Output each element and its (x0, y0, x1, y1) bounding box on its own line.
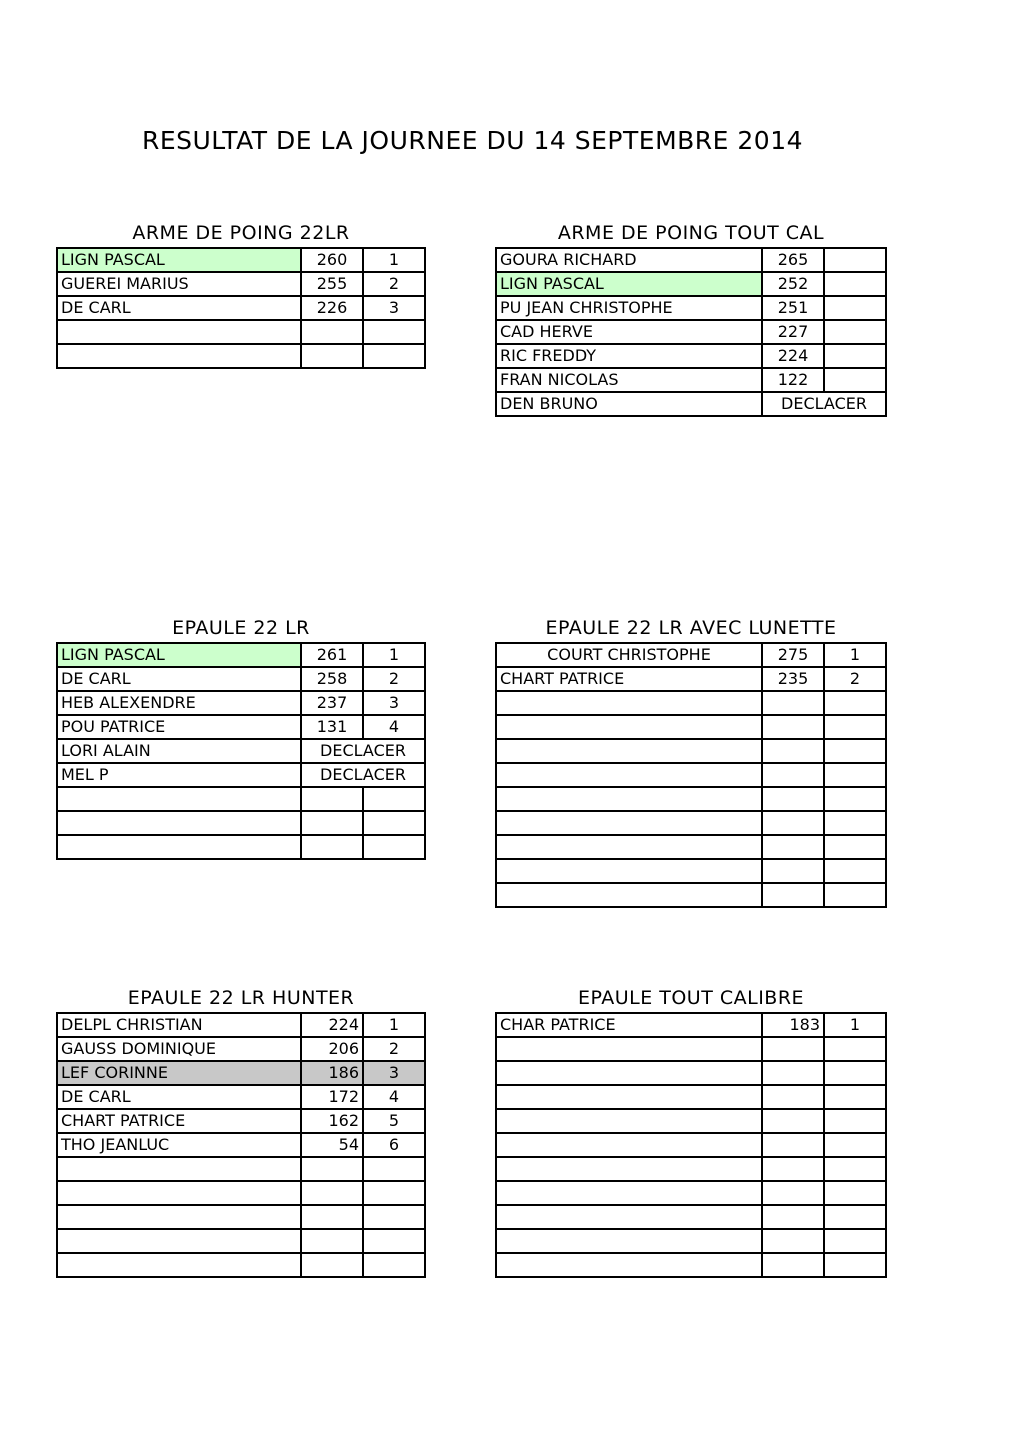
table-row (57, 1013, 425, 1037)
rank-cell (363, 787, 425, 811)
table-row (496, 1133, 886, 1157)
table-row (57, 643, 425, 667)
table-row (496, 835, 886, 859)
competitor-name (496, 1085, 762, 1109)
rank-cell: 1 (363, 643, 425, 667)
table-row (57, 1109, 425, 1133)
rank-cell (824, 1205, 886, 1229)
competitor-name: COURT CHRISTOPHE (496, 643, 762, 667)
rank-cell (824, 1157, 886, 1181)
competitor-name (496, 715, 762, 739)
competitor-name: DE CARL (57, 296, 301, 320)
score-cell: 54 (301, 1133, 363, 1157)
rank-cell: 1 (363, 248, 425, 272)
status-cell: DECLACER (301, 739, 425, 763)
competitor-name: LORI ALAIN (57, 739, 301, 763)
rank-cell (824, 272, 886, 296)
rank-cell (824, 320, 886, 344)
table-row (496, 1253, 886, 1277)
score-cell: 227 (762, 320, 824, 344)
table-row (57, 344, 425, 368)
table-row (496, 739, 886, 763)
score-cell (301, 320, 363, 344)
competitor-name (57, 1253, 301, 1277)
score-cell (762, 1181, 824, 1205)
competitor-name (496, 1253, 762, 1277)
rank-cell: 6 (363, 1133, 425, 1157)
score-cell: 252 (762, 272, 824, 296)
competitor-name: CAD HERVE (496, 320, 762, 344)
table-row (57, 1229, 425, 1253)
status-cell: DECLACER (762, 392, 886, 416)
table-row (496, 1205, 886, 1229)
rank-cell (363, 1181, 425, 1205)
score-cell: 275 (762, 643, 824, 667)
rank-cell: 2 (363, 1037, 425, 1061)
competitor-name: DELPL CHRISTIAN (57, 1013, 301, 1037)
rank-cell (824, 1109, 886, 1133)
table-row (496, 859, 886, 883)
competitor-name: LIGN PASCAL (57, 248, 301, 272)
rank-cell: 3 (363, 296, 425, 320)
table-row (57, 787, 425, 811)
score-cell (762, 835, 824, 859)
score-cell (301, 835, 363, 859)
table-row (496, 368, 886, 392)
competitor-name: FRAN NICOLAS (496, 368, 762, 392)
score-cell (301, 1157, 363, 1181)
rank-cell (824, 344, 886, 368)
competitor-name (57, 1181, 301, 1205)
score-cell: 260 (301, 248, 363, 272)
results-table (495, 642, 887, 908)
score-cell: 261 (301, 643, 363, 667)
table-row (57, 811, 425, 835)
competitor-name: POU PATRICE (57, 715, 301, 739)
competitor-name (496, 1133, 762, 1157)
table-row (496, 1061, 886, 1085)
rank-cell (824, 835, 886, 859)
competitor-name: HEB ALEXENDRE (57, 691, 301, 715)
rank-cell: 2 (363, 667, 425, 691)
table-row (57, 248, 425, 272)
section-title: EPAULE 22 LR HUNTER (127, 987, 355, 1009)
score-cell: 183 (762, 1013, 824, 1037)
rank-cell (824, 691, 886, 715)
rank-cell (824, 1253, 886, 1277)
section-title: EPAULE TOUT CALIBRE (577, 987, 805, 1009)
competitor-name (57, 344, 301, 368)
results-table (56, 642, 426, 860)
table-row (57, 1205, 425, 1229)
rank-cell (824, 368, 886, 392)
competitor-name (57, 811, 301, 835)
score-cell: 122 (762, 368, 824, 392)
score-cell (762, 859, 824, 883)
score-cell (762, 715, 824, 739)
competitor-name (496, 1181, 762, 1205)
competitor-name (496, 1061, 762, 1085)
score-cell (762, 1037, 824, 1061)
table-row (496, 248, 886, 272)
score-cell (762, 1133, 824, 1157)
table-row (496, 1181, 886, 1205)
table-row (496, 1157, 886, 1181)
status-cell: DECLACER (301, 763, 425, 787)
table-row (496, 763, 886, 787)
table-row (57, 1157, 425, 1181)
score-cell (762, 1253, 824, 1277)
score-cell (301, 1229, 363, 1253)
score-cell: 224 (762, 344, 824, 368)
table-row (57, 715, 425, 739)
rank-cell (363, 811, 425, 835)
competitor-name (57, 1205, 301, 1229)
rank-cell: 5 (363, 1109, 425, 1133)
table-row (496, 643, 886, 667)
competitor-name: CHART PATRICE (57, 1109, 301, 1133)
competitor-name (496, 811, 762, 835)
rank-cell: 1 (824, 1013, 886, 1037)
rank-cell (363, 1253, 425, 1277)
section-title: EPAULE 22 LR (172, 617, 310, 639)
competitor-name: DEN BRUNO (496, 392, 762, 416)
competitor-name (57, 320, 301, 344)
score-cell (762, 787, 824, 811)
score-cell: 162 (301, 1109, 363, 1133)
score-cell: 131 (301, 715, 363, 739)
table-row (57, 763, 425, 787)
score-cell (301, 1205, 363, 1229)
competitor-name: CHAR PATRICE (496, 1013, 762, 1037)
competitor-name (57, 787, 301, 811)
score-cell: 251 (762, 296, 824, 320)
results-table (495, 1012, 887, 1278)
rank-cell: 1 (824, 643, 886, 667)
competitor-name (496, 1037, 762, 1061)
rank-cell: 4 (363, 1085, 425, 1109)
rank-cell (363, 1229, 425, 1253)
table-row (57, 272, 425, 296)
table-row (496, 1085, 886, 1109)
rank-cell: 2 (824, 667, 886, 691)
results-table (56, 247, 426, 369)
score-cell (762, 1205, 824, 1229)
table-row (496, 1109, 886, 1133)
competitor-name: DE CARL (57, 667, 301, 691)
table-row (496, 715, 886, 739)
competitor-name: GOURA RICHARD (496, 248, 762, 272)
score-cell (301, 344, 363, 368)
rank-cell (824, 739, 886, 763)
score-cell (762, 883, 824, 907)
table-row (496, 667, 886, 691)
rank-cell (363, 1157, 425, 1181)
rank-cell: 3 (363, 1061, 425, 1085)
score-cell (762, 739, 824, 763)
table-row (57, 1133, 425, 1157)
table-row (496, 1013, 886, 1037)
competitor-name (496, 739, 762, 763)
table-row (57, 835, 425, 859)
table-row (57, 1061, 425, 1085)
rank-cell: 2 (363, 272, 425, 296)
table-row (57, 1181, 425, 1205)
table-row (496, 811, 886, 835)
competitor-name (496, 883, 762, 907)
rank-cell (824, 883, 886, 907)
competitor-name (496, 1157, 762, 1181)
score-cell (301, 1181, 363, 1205)
rank-cell (824, 1061, 886, 1085)
rank-cell (824, 763, 886, 787)
rank-cell (824, 296, 886, 320)
competitor-name (57, 1229, 301, 1253)
table-row (57, 1037, 425, 1061)
results-table (495, 247, 887, 417)
section-title: ARME DE POING 22LR (132, 222, 350, 244)
score-cell: 206 (301, 1037, 363, 1061)
rank-cell: 1 (363, 1013, 425, 1037)
competitor-name (496, 1229, 762, 1253)
score-cell (762, 1157, 824, 1181)
score-cell (762, 1109, 824, 1133)
competitor-name (496, 691, 762, 715)
section-title: EPAULE 22 LR AVEC LUNETTE (545, 617, 837, 639)
competitor-name: LEF CORINNE (57, 1061, 301, 1085)
competitor-name (496, 1109, 762, 1133)
rank-cell (824, 715, 886, 739)
competitor-name: THO JEANLUC (57, 1133, 301, 1157)
table-row (496, 320, 886, 344)
table-row (57, 320, 425, 344)
competitor-name: MEL P (57, 763, 301, 787)
table-row (57, 1253, 425, 1277)
score-cell (301, 811, 363, 835)
competitor-name (496, 763, 762, 787)
table-row (496, 272, 886, 296)
score-cell (762, 1061, 824, 1085)
rank-cell (824, 1229, 886, 1253)
rank-cell (363, 835, 425, 859)
rank-cell (363, 320, 425, 344)
score-cell: 224 (301, 1013, 363, 1037)
competitor-name (496, 787, 762, 811)
rank-cell (824, 859, 886, 883)
table-row (496, 392, 886, 416)
table-row (57, 739, 425, 763)
score-cell (762, 1229, 824, 1253)
competitor-name (496, 1205, 762, 1229)
competitor-name: LIGN PASCAL (496, 272, 762, 296)
table-row (57, 691, 425, 715)
competitor-name (496, 835, 762, 859)
score-cell: 265 (762, 248, 824, 272)
rank-cell (824, 1085, 886, 1109)
rank-cell: 4 (363, 715, 425, 739)
score-cell (762, 811, 824, 835)
rank-cell (363, 1205, 425, 1229)
competitor-name: GAUSS DOMINIQUE (57, 1037, 301, 1061)
score-cell: 255 (301, 272, 363, 296)
competitor-name (496, 859, 762, 883)
score-cell: 186 (301, 1061, 363, 1085)
rank-cell (824, 811, 886, 835)
competitor-name: DE CARL (57, 1085, 301, 1109)
rank-cell (824, 1037, 886, 1061)
rank-cell (824, 248, 886, 272)
competitor-name: GUEREI MARIUS (57, 272, 301, 296)
score-cell (301, 1253, 363, 1277)
competitor-name: LIGN PASCAL (57, 643, 301, 667)
table-row (496, 296, 886, 320)
rank-cell: 3 (363, 691, 425, 715)
score-cell: 226 (301, 296, 363, 320)
score-cell: 258 (301, 667, 363, 691)
table-row (496, 883, 886, 907)
section-title: ARME DE POING TOUT CAL (557, 222, 825, 244)
rank-cell (824, 1133, 886, 1157)
score-cell: 235 (762, 667, 824, 691)
score-cell (762, 691, 824, 715)
competitor-name (57, 835, 301, 859)
score-cell (762, 763, 824, 787)
table-row (57, 296, 425, 320)
table-row (496, 691, 886, 715)
table-row (57, 1085, 425, 1109)
rank-cell (824, 1181, 886, 1205)
score-cell (301, 787, 363, 811)
table-row (496, 787, 886, 811)
results-table (56, 1012, 426, 1278)
page-title: RESULTAT DE LA JOURNEE DU 14 SEPTEMBRE 2014 (141, 126, 804, 155)
rank-cell (824, 787, 886, 811)
table-row (496, 344, 886, 368)
score-cell: 172 (301, 1085, 363, 1109)
table-row (496, 1229, 886, 1253)
competitor-name: RIC FREDDY (496, 344, 762, 368)
competitor-name (57, 1157, 301, 1181)
score-cell: 237 (301, 691, 363, 715)
rank-cell (363, 344, 425, 368)
table-row (57, 667, 425, 691)
competitor-name: PU JEAN CHRISTOPHE (496, 296, 762, 320)
table-row (496, 1037, 886, 1061)
competitor-name: CHART PATRICE (496, 667, 762, 691)
score-cell (762, 1085, 824, 1109)
